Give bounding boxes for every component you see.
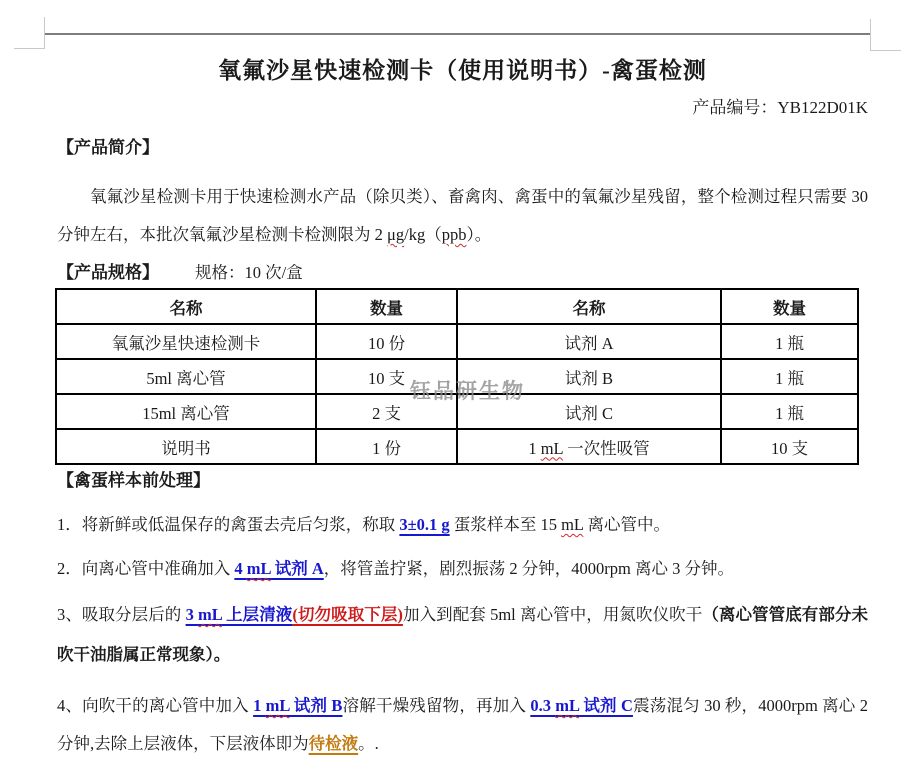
table-cell	[316, 429, 457, 464]
text-segment	[247, 559, 271, 578]
text-segment: 说明书	[161, 438, 211, 458]
table-header-cell: 数量	[721, 289, 858, 324]
text-segment: 蛋浆样本至 15	[449, 515, 562, 534]
section-heading-product-spec-row	[57, 260, 868, 286]
text-segment: 试剂 A	[270, 559, 324, 578]
document-title: 氧氟沙星快速检测卡（使用说明书）-禽蛋检测	[218, 58, 707, 83]
margin-corner-mark-left	[14, 48, 45, 49]
text-segment: 试剂 A	[564, 333, 614, 353]
text-segment: 10 份	[367, 333, 406, 353]
section-heading-pretreatment: 【禽蛋样本前处理】	[57, 471, 210, 490]
margin-corner-mark-right	[870, 50, 901, 51]
text-segment	[266, 696, 290, 715]
spec-value: 规格：10 次/盒	[195, 263, 303, 282]
text-segment: 1 份	[372, 438, 401, 458]
spellcheck-squiggle-text: mL	[265, 696, 290, 715]
spellcheck-squiggle-text: μg	[387, 225, 405, 244]
table-cell	[457, 324, 721, 359]
spellcheck-squiggle-text: mL	[555, 696, 580, 715]
table-header-cell: 名称	[457, 289, 721, 324]
text-segment: 10 支	[770, 438, 809, 458]
table-cell	[721, 359, 858, 394]
text-segment: 试剂 C	[564, 403, 614, 423]
text-segment: 2．向离心管中准确加入	[57, 559, 235, 578]
text-segment: 上层清液	[221, 605, 293, 624]
text-segment	[198, 605, 222, 624]
text-segment	[442, 225, 467, 244]
section-heading-product-intro: 【产品简介】	[57, 138, 159, 157]
spellcheck-squiggle-text: ppb	[441, 225, 467, 244]
spellcheck-squiggle-text: mL	[246, 559, 271, 578]
text-segment: (切勿吸取下层)	[292, 605, 403, 624]
text-segment: ，将管盖拧紧，剧烈振荡 2 分钟，4000rpm 离心 3 分钟。	[323, 559, 734, 578]
text-segment: 试剂 C	[579, 696, 633, 715]
text-segment: ）。	[466, 225, 492, 244]
table-row	[56, 429, 858, 464]
text-segment: 加入到配套 5ml 离心管中，用氮吹仪吹干	[402, 605, 703, 624]
table-header-cell: 数量	[316, 289, 457, 324]
text-segment: 试剂 B	[564, 368, 614, 388]
text-segment: 1 瓶	[775, 333, 804, 353]
text-segment: 。.	[358, 734, 379, 753]
text-segment: 待检液	[308, 734, 359, 753]
pretreatment-step	[57, 595, 868, 675]
text-segment: 5ml 离心管	[146, 368, 226, 388]
text-segment: 1	[528, 438, 541, 458]
text-segment: 1	[253, 696, 266, 715]
document-body	[57, 56, 868, 763]
text-segment: 4	[234, 559, 247, 578]
text-segment: 0.3	[530, 696, 556, 715]
text-segment	[541, 439, 563, 458]
table-cell	[56, 359, 316, 394]
text-segment: 震荡混匀 30 秒，4000rpm 离心 2 分钟,去除上层液体，下层液体即为	[57, 696, 868, 753]
text-segment: 离心管中。	[583, 515, 670, 534]
spellcheck-squiggle-text: mL	[198, 605, 222, 624]
text-segment: 2 支	[372, 403, 401, 423]
margin-corner-mark-left	[44, 17, 45, 48]
text-segment: 氧氟沙星检测卡用于快速检测水产品（除贝类）、畜禽肉、禽蛋中的氧氟沙星残留，整个检测过程只需要 30 分钟左右，本批次氧氟沙星检测卡检测限为 2	[57, 187, 868, 244]
table-cell	[56, 394, 316, 429]
table-header-row	[56, 289, 858, 324]
text-segment: 一次性吸管	[563, 438, 650, 458]
text-segment: 10 支	[367, 368, 406, 388]
table-cell	[721, 324, 858, 359]
table-header-cell: 名称	[56, 289, 316, 324]
spellcheck-squiggle-text: mL	[561, 515, 584, 534]
text-segment: 3±0.1 g	[399, 515, 450, 534]
table-cell	[56, 324, 316, 359]
watermark: 钰品研生物	[410, 380, 525, 403]
spellcheck-squiggle-text: mL	[540, 438, 564, 458]
text-segment: 试剂 B	[289, 696, 343, 715]
text-segment: 1 瓶	[775, 368, 804, 388]
text-segment: 4、向吹干的离心管中加入	[57, 696, 254, 715]
text-segment	[561, 515, 583, 534]
table-cell	[316, 324, 457, 359]
table-cell	[457, 429, 721, 464]
pretreatment-step	[57, 687, 868, 763]
header-boundary-line	[45, 33, 870, 35]
text-segment: /kg（	[404, 225, 442, 244]
intro-paragraph	[57, 178, 868, 254]
table-row	[56, 324, 858, 359]
table-cell	[721, 394, 858, 429]
table-cell	[721, 429, 858, 464]
text-segment: 溶解干燥残留物，再加入	[342, 696, 531, 715]
text-segment: 3	[185, 605, 199, 624]
text-segment: 氧氟沙星快速检测卡	[111, 333, 261, 353]
product-code: 产品编号：YB122D01K	[692, 98, 868, 117]
section-heading-product-spec: 【产品规格】	[57, 263, 159, 282]
margin-corner-mark-right	[870, 19, 871, 51]
text-segment: 1 瓶	[775, 403, 804, 423]
text-segment: 15ml 离心管	[142, 403, 230, 423]
pretreatment-step	[57, 549, 868, 589]
pretreatment-step	[57, 505, 868, 545]
text-segment	[387, 225, 404, 244]
text-segment	[555, 696, 579, 715]
text-segment: （离心管管底有部分未吹干油脂属正常现象）。	[57, 605, 869, 664]
text-segment: 1．将新鲜或低温保存的禽蛋去壳后匀浆，称取	[57, 515, 400, 534]
table-cell	[56, 429, 316, 464]
text-segment: 3、吸取分层后的	[57, 605, 186, 624]
